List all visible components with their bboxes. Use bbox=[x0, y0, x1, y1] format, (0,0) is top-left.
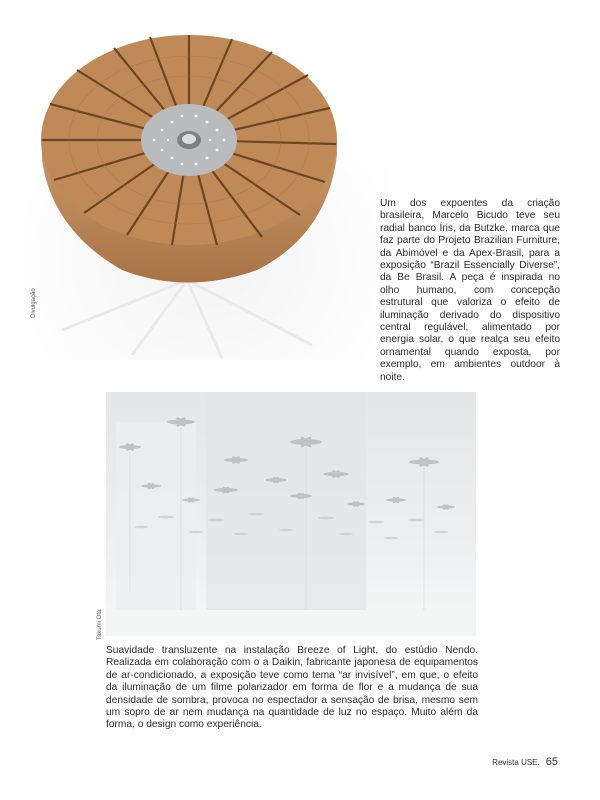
bench-photo bbox=[22, 30, 390, 360]
installation-caption: Suavidade transluzente na instalação Breeze of Light, do estúdio Nendo. Realizada em colaboração com o a Daikin, fabricante japonesa de equipamentos de ar-condicionado, a exposição teve como tema “ar invisível”, em que, o efeito da iluminação de um filme polarizador em forma de flor e a mudança de sua densidade de sombra, provoca no espectador a sensação de brisa, mesmo sem um sopro de ar nem mudança na quantidade de luz no espaço. Muito além da forma, o design como experiência. bbox=[106, 645, 478, 731]
photo-credit-middle: Takumi Ota bbox=[97, 609, 103, 640]
bench-caption: Um dos expoentes da criação brasileira, Marcelo Bicudo teve seu radial banco Íris, da Butzke, marca que faz parte do Projeto Brazilian Furniture, da Abimóvel e da Apex-Brasil, para a exposição “Brazil Essencially Diverse”, da Be Brasil. A peça é inspirada no olho humano, com concepção estrutural que valoriza o efeito de iluminação derivado do dispositivo central regulável, alimentado por energia solar, o que realça seu efeito ornamental quando exposta, por exemplo, em ambientes outdoor à noite. bbox=[380, 198, 560, 383]
page-number: 65 bbox=[545, 756, 558, 768]
publication-name: Revista USE. bbox=[492, 758, 540, 767]
page-footer bbox=[492, 756, 558, 768]
installation-photo bbox=[106, 392, 476, 636]
photo-credit-top: Divulgação bbox=[31, 288, 37, 318]
